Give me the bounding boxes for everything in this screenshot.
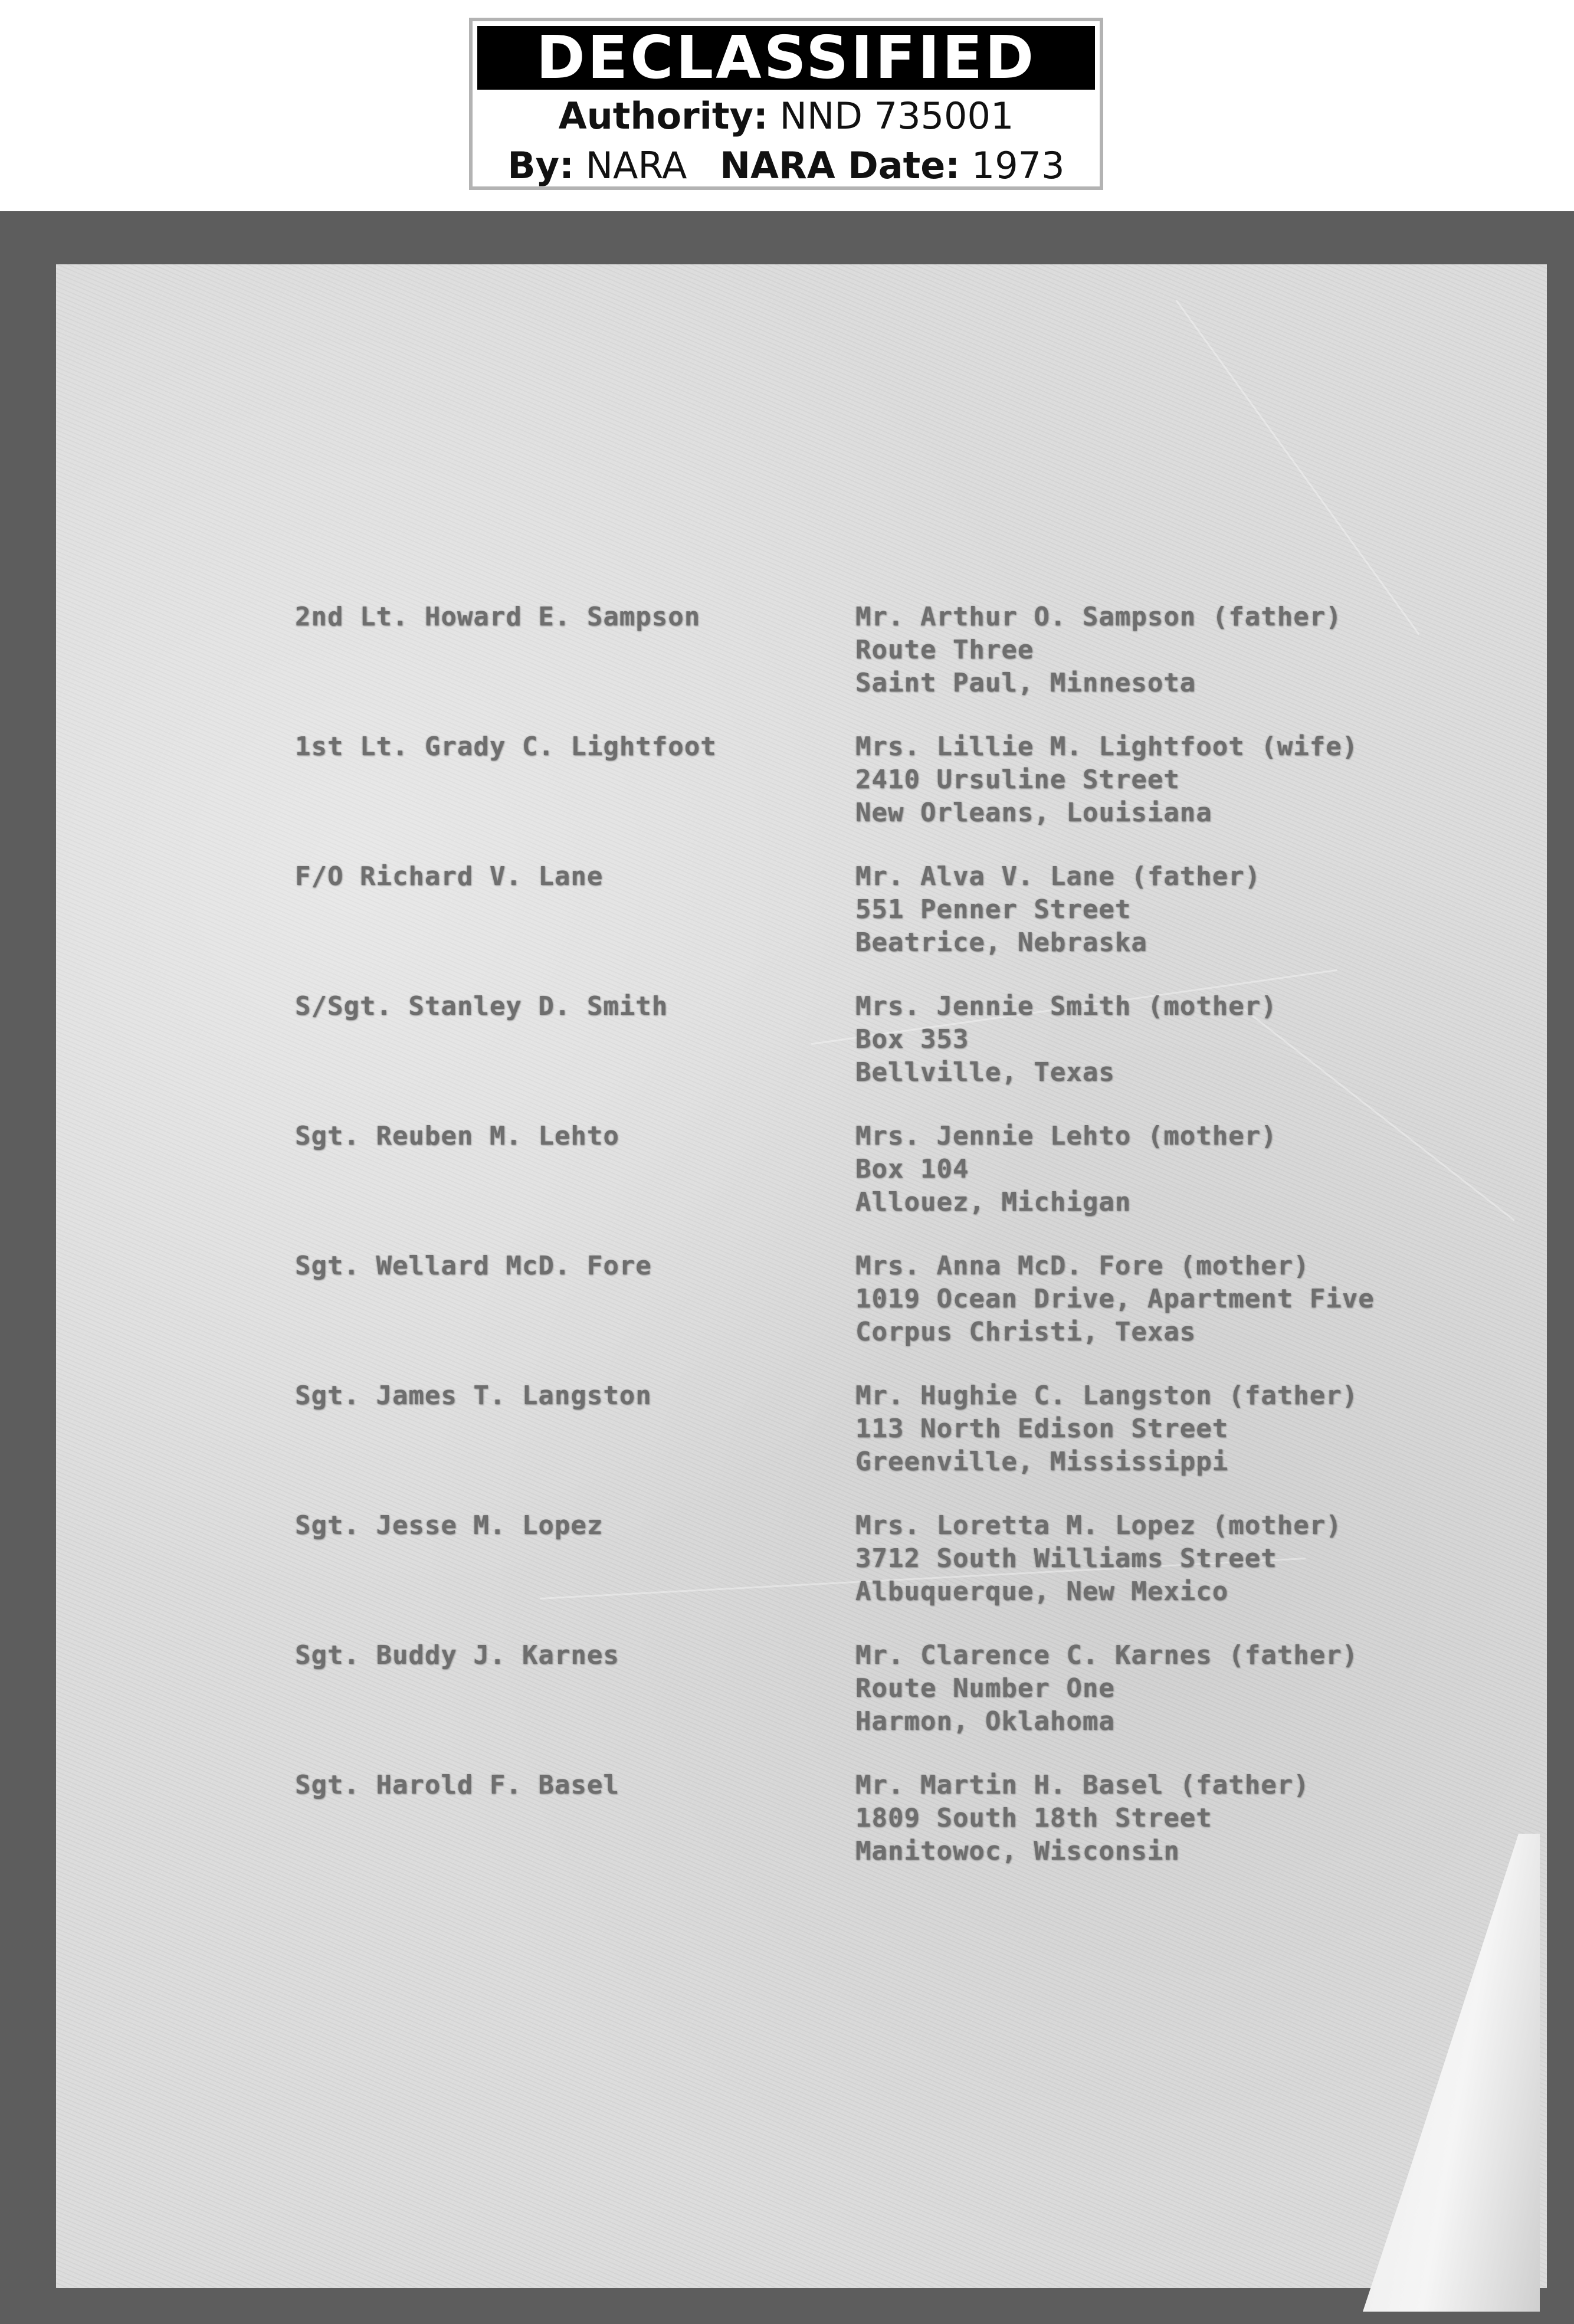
stamp-by-line [473, 144, 1100, 187]
address-line: Beatrice, Nebraska [855, 927, 1147, 958]
next-of-kin-name: Mrs. Lillie M. Lightfoot (wife) [855, 732, 1359, 762]
casualty-roster [56, 264, 1547, 2288]
stamp-authority-label: Authority: [558, 94, 768, 137]
next-of-kin-name: Mr. Martin H. Basel (father) [855, 1770, 1310, 1800]
next-of-kin-name: Mrs. Loretta M. Lopez (mother) [855, 1510, 1342, 1540]
next-of-kin-address [855, 730, 1358, 830]
crew-member-name: S/Sgt. Stanley D. Smith [295, 991, 668, 1021]
crew-member-name: Sgt. Jesse M. Lopez [295, 1510, 604, 1540]
address-line: Saint Paul, Minnesota [855, 668, 1196, 698]
address-line: Box 353 [855, 1024, 969, 1054]
stamp-date-value: 1973 [971, 144, 1065, 187]
next-of-kin-name: Mr. Clarence C. Karnes (father) [855, 1640, 1359, 1670]
address-line: Greenville, Mississippi [855, 1447, 1229, 1477]
address-line: 3712 South Williams Street [855, 1543, 1277, 1574]
next-of-kin-address [855, 1120, 1277, 1219]
next-of-kin-address [855, 860, 1261, 959]
crew-member-name: 2nd Lt. Howard E. Sampson [295, 602, 701, 632]
stamp-authority-line [473, 94, 1100, 137]
address-line: Corpus Christi, Texas [855, 1317, 1196, 1347]
address-line: Route Number One [855, 1673, 1115, 1703]
address-line: Albuquerque, New Mexico [855, 1576, 1229, 1607]
declassified-stamp [469, 18, 1103, 190]
stamp-date-label: NARA Date: [720, 144, 960, 187]
address-line: 551 Penner Street [855, 894, 1132, 925]
next-of-kin-name: Mr. Alva V. Lane (father) [855, 861, 1261, 891]
next-of-kin-address [855, 990, 1277, 1089]
next-of-kin-address [855, 1769, 1310, 1868]
next-of-kin-name: Mrs. Anna McD. Fore (mother) [855, 1251, 1310, 1281]
crew-member-name: F/O Richard V. Lane [295, 861, 604, 891]
crew-member-name: Sgt. Harold F. Basel [295, 1770, 619, 1800]
address-line: Route Three [855, 635, 1034, 665]
crew-member-name: Sgt. Wellard McD. Fore [295, 1251, 652, 1281]
stamp-by-label: By: [507, 144, 574, 187]
address-line: Bellville, Texas [855, 1057, 1115, 1087]
document-sheet [56, 264, 1547, 2288]
address-line: Allouez, Michigan [855, 1187, 1132, 1217]
crew-member-name: Sgt. Reuben M. Lehto [295, 1121, 619, 1151]
next-of-kin-address [855, 601, 1342, 700]
stamp-by-value: NARA [585, 144, 687, 187]
next-of-kin-name: Mrs. Jennie Smith (mother) [855, 991, 1277, 1021]
address-line: Manitowoc, Wisconsin [855, 1836, 1180, 1866]
address-line: Harmon, Oklahoma [855, 1706, 1115, 1736]
address-line: 1809 South 18th Street [855, 1803, 1212, 1833]
next-of-kin-name: Mr. Arthur O. Sampson (father) [855, 602, 1342, 632]
address-line: Box 104 [855, 1154, 969, 1184]
address-line: 113 North Edison Street [855, 1414, 1229, 1444]
address-line: 2410 Ursuline Street [855, 765, 1180, 795]
crew-member-name: 1st Lt. Grady C. Lightfoot [295, 732, 717, 762]
stamp-authority-value: NND 735001 [779, 94, 1014, 137]
next-of-kin-name: Mr. Hughie C. Langston (father) [855, 1381, 1359, 1411]
address-line: New Orleans, Louisiana [855, 798, 1212, 828]
next-of-kin-address [855, 1250, 1375, 1349]
crew-member-name: Sgt. James T. Langston [295, 1381, 652, 1411]
next-of-kin-address [855, 1509, 1342, 1608]
next-of-kin-name: Mrs. Jennie Lehto (mother) [855, 1121, 1277, 1151]
crew-member-name: Sgt. Buddy J. Karnes [295, 1640, 619, 1670]
address-line: 1019 Ocean Drive, Apartment Five [855, 1284, 1375, 1314]
stamp-title: DECLASSIFIED [477, 26, 1095, 90]
next-of-kin-address [855, 1639, 1358, 1738]
next-of-kin-address [855, 1379, 1358, 1479]
scanned-page-frame [0, 211, 1574, 2324]
